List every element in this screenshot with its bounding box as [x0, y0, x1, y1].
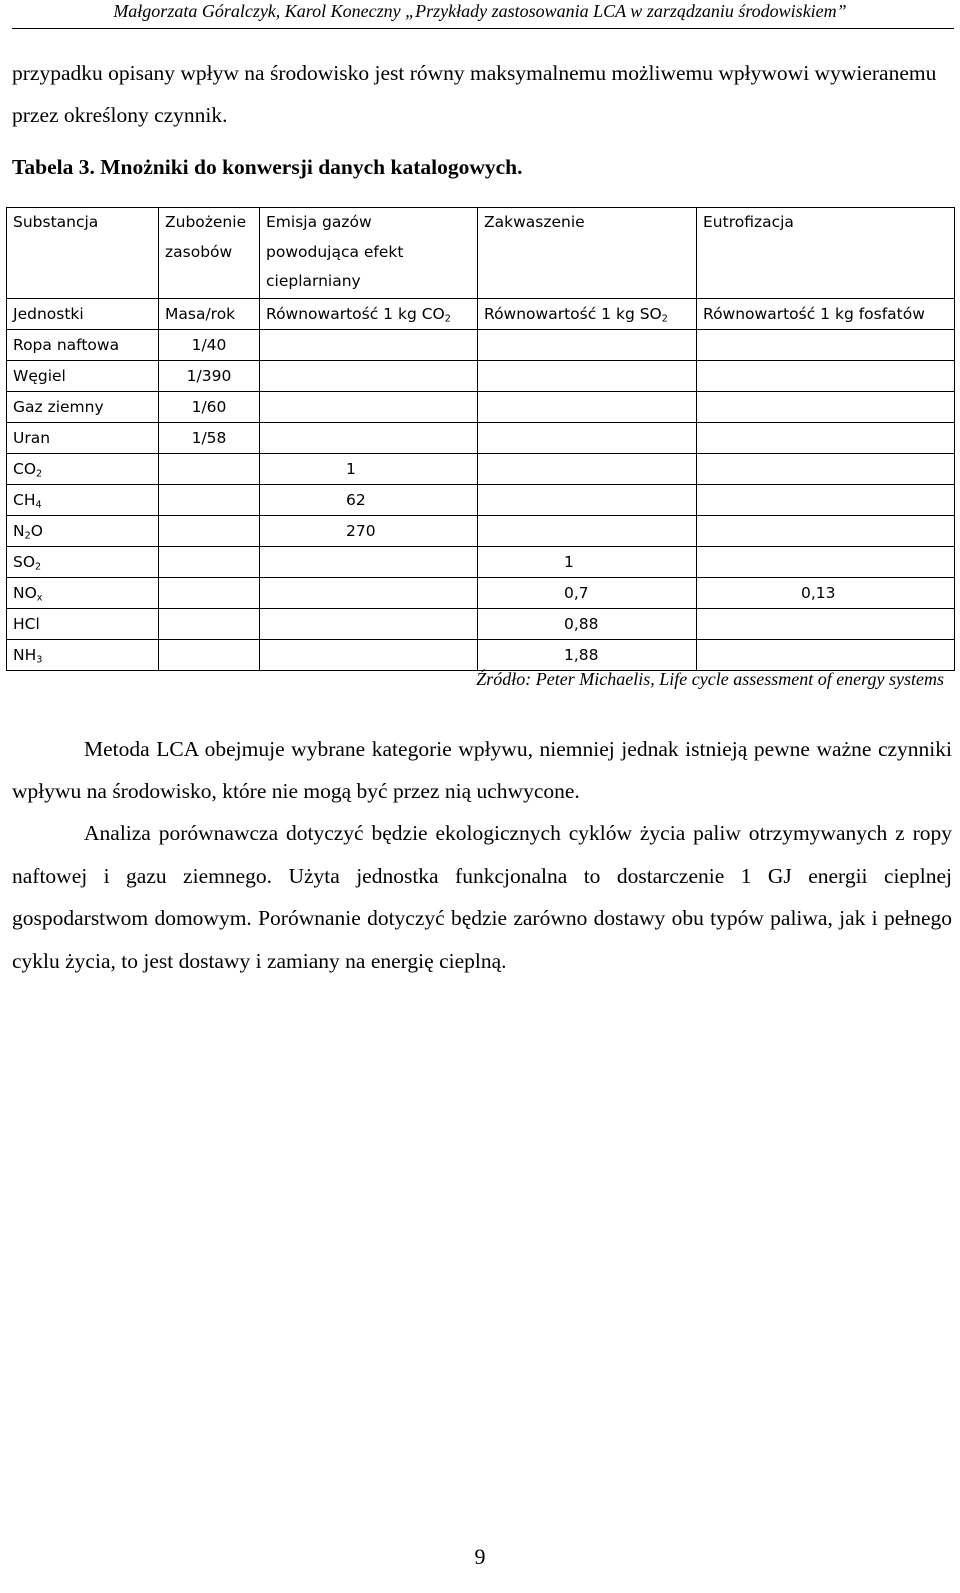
substance-name-text: Ropa naftowa: [13, 336, 120, 354]
substance-name: [7, 516, 159, 547]
header-ghg-line3: cieplarniany: [266, 272, 361, 290]
header-depletion-line1: Zubożenie: [165, 213, 247, 231]
table-caption: [12, 150, 523, 184]
ghg-value: [260, 640, 478, 671]
paragraph-intro: przypadku opisany wpływ na środowisko jest równy maksymalnemu możliwemu wpływowi wywieranemu przez określony czynnik.: [12, 61, 937, 127]
paragraph-analysis: Analiza porównawcza dotyczyć będzie ekologicznych cyklów życia paliw otrzymywanych z ropy naftowej i gazu ziemnego. Użyta jednostka funkcjonalna to dostarczenie 1 GJ energii cieplnej gospodarstwom domowym. Porównanie dotyczyć będzie zarówno dostawy obu typów paliwa, jak i pełnego cyklu życia, to jest dostawy i zamiany na energię cieplną.: [12, 821, 952, 973]
table-row: [7, 485, 955, 516]
substance-name: [7, 578, 159, 609]
header-eutrophication: Eutrofizacja: [697, 208, 955, 299]
depletion-value: 1/58: [159, 423, 260, 454]
eutrophication-value: [697, 454, 955, 485]
substance-name-text: SO: [13, 553, 36, 571]
ghg-value: [260, 423, 478, 454]
depletion-value: [159, 609, 260, 640]
ghg-value: [260, 609, 478, 640]
acidification-value: [478, 361, 697, 392]
substance-name-sub: 2: [35, 561, 42, 573]
page-number: 9: [474, 1544, 486, 1569]
substance-name-suffix: O: [30, 522, 43, 540]
units-ghg: [260, 299, 478, 330]
units-acid-text: Równowartość 1 kg SO: [484, 305, 662, 323]
acidification-value: 1,88: [478, 640, 697, 671]
units-label: Jednostki: [7, 299, 159, 330]
acidification-value: [478, 392, 697, 423]
substance-name: [7, 392, 159, 423]
ghg-value: 1: [260, 454, 478, 485]
table-source: Źródło: Peter Michaelis, Life cycle assessment of energy systems: [476, 669, 944, 689]
header-ghg-line1: Emisja gazów: [266, 213, 372, 231]
substance-name: [7, 485, 159, 516]
substance-name-sub: x: [36, 592, 43, 604]
substance-name: [7, 547, 159, 578]
ghg-value: 62: [260, 485, 478, 516]
eutrophication-value: [697, 361, 955, 392]
depletion-value: [159, 547, 260, 578]
ghg-value: [260, 361, 478, 392]
depletion-value: [159, 640, 260, 671]
substance-name-sub: 2: [24, 530, 31, 542]
header-acidification: Zakwaszenie: [478, 208, 697, 299]
header-substance: Substancja: [7, 208, 159, 299]
eutrophication-value: [697, 609, 955, 640]
header-ghg-line2: powodująca efekt: [266, 242, 404, 261]
depletion-value: [159, 516, 260, 547]
ghg-value: 270: [260, 516, 478, 547]
substance-name: [7, 609, 159, 640]
table-row: [7, 547, 955, 578]
acidification-value: [478, 485, 697, 516]
substance-name: [7, 330, 159, 361]
eutrophication-value: [697, 547, 955, 578]
substance-name-text: NH: [13, 646, 37, 664]
running-header: Małgorzata Góralczyk, Karol Koneczny „Przykłady zastosowania LCA w zarządzaniu środowiskiem”: [113, 1, 847, 21]
acidification-value: [478, 516, 697, 547]
eutrophication-value: [697, 516, 955, 547]
units-depletion: Masa/rok: [159, 299, 260, 330]
acidification-value: [478, 330, 697, 361]
table-row: [7, 330, 955, 361]
table-units-row: [7, 299, 955, 330]
substance-name-sub: 3: [36, 654, 43, 666]
depletion-value: 1/390: [159, 361, 260, 392]
units-acid-sub: 2: [661, 313, 668, 325]
acidification-value: 0,88: [478, 609, 697, 640]
eutrophication-value: [697, 392, 955, 423]
acidification-value: [478, 423, 697, 454]
ghg-value: [260, 330, 478, 361]
units-ghg-sub: 2: [444, 313, 451, 325]
acidification-value: 1: [478, 547, 697, 578]
units-eutrophication: Równowartość 1 kg fosfatów: [697, 299, 955, 330]
table-row: [7, 578, 955, 609]
header-rule: [12, 28, 954, 29]
conversion-factors-table: [6, 207, 955, 671]
depletion-value: 1/40: [159, 330, 260, 361]
depletion-value: 1/60: [159, 392, 260, 423]
substance-name: [7, 454, 159, 485]
table-row: [7, 640, 955, 671]
substance-name-text: CH: [13, 491, 36, 509]
eutrophication-value: [697, 640, 955, 671]
header-depletion: [159, 208, 260, 299]
depletion-value: [159, 578, 260, 609]
table-row: [7, 454, 955, 485]
table-header-row: [7, 208, 955, 299]
substance-name-text: Gaz ziemny: [13, 398, 104, 416]
substance-name-text: N: [13, 522, 25, 540]
eutrophication-value: [697, 485, 955, 516]
substance-name-text: Uran: [13, 429, 51, 447]
substance-name-text: CO: [13, 460, 37, 478]
eutrophication-value: [697, 330, 955, 361]
eutrophication-value: [697, 423, 955, 454]
table-row: [7, 516, 955, 547]
substance-name-text: Węgiel: [13, 367, 66, 385]
depletion-value: [159, 454, 260, 485]
depletion-value: [159, 485, 260, 516]
units-ghg-text: Równowartość 1 kg CO: [266, 305, 445, 323]
table-body: [7, 330, 955, 671]
ghg-value: [260, 578, 478, 609]
units-acidification: [478, 299, 697, 330]
table-row: [7, 392, 955, 423]
substance-name-text: NO: [13, 584, 37, 602]
table-row: [7, 361, 955, 392]
substance-name: [7, 361, 159, 392]
eutrophication-value: 0,13: [697, 578, 955, 609]
substance-name: [7, 640, 159, 671]
ghg-value: [260, 392, 478, 423]
substance-name-text: HCl: [13, 615, 40, 633]
substance-name-sub: 2: [36, 468, 43, 480]
table-row: [7, 609, 955, 640]
ghg-value: [260, 547, 478, 578]
acidification-value: [478, 454, 697, 485]
header-depletion-line2: zasobów: [165, 242, 233, 261]
substance-name: [7, 423, 159, 454]
paragraph-method: Metoda LCA obejmuje wybrane kategorie wpływu, niemniej jednak istnieją pewne ważne czynniki wpływu na środowisko, które nie mogą być przez nią uchwycone.: [12, 737, 952, 803]
header-ghg: [260, 208, 478, 299]
acidification-value: 0,7: [478, 578, 697, 609]
table-row: [7, 423, 955, 454]
substance-name-sub: 4: [35, 499, 42, 511]
table-caption-text: Tabela 3. Mnożniki do konwersji danych katalogowych.: [12, 155, 523, 179]
